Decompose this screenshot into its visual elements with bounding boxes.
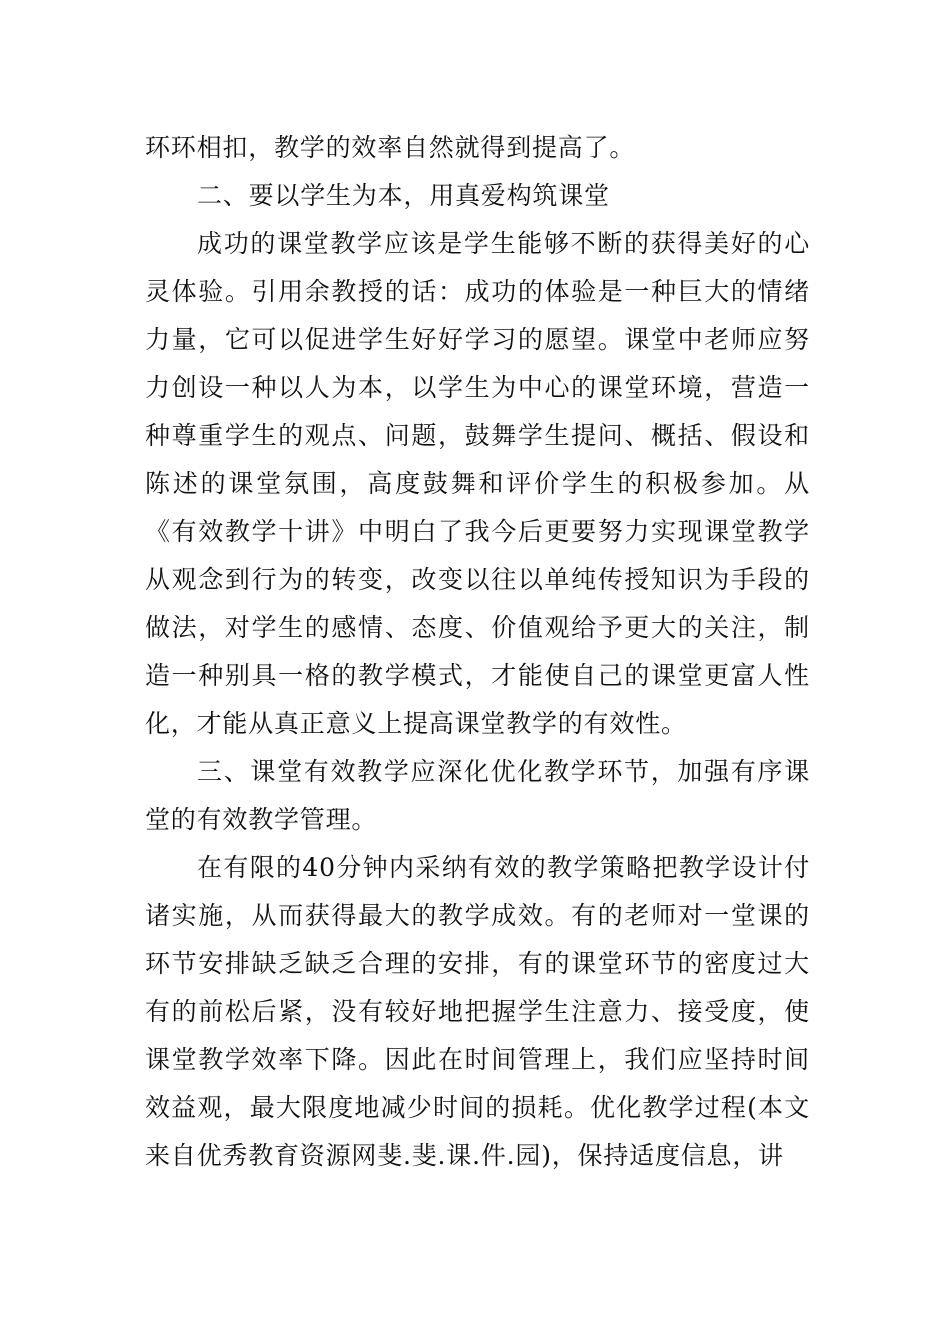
body-text xyxy=(145,124,810,1180)
section-heading-2: 二、要以学生为本，用真爱构筑课堂 xyxy=(197,181,610,210)
paragraph-time-management: 在有限的40分钟内采纳有效的教学策略把教学设计付诸实施，从而获得最大的教学成效。有的老师对一堂课的环节安排缺乏缺乏合理的安排，有的课堂环节的密度过大有的前松后紧，没有较好地把握学生注意力、接受度，使课堂教学效率下降。因此在时间管理上，我们应坚持时间效益观，最大限度地减少时间的损耗。优化教学过程(本文来自优秀教育资源网斐.斐.课.件.园)，保持适度信息，讲 xyxy=(145,853,810,1170)
paragraph-success-experience: 成功的课堂教学应该是学生能够不断的获得美好的心灵体验。引用余教授的话：成功的体验是一种巨大的情绪力量，它可以促进学生好好学习的愿望。课堂中老师应努力创设一种以人为本，以学生为中心的课堂环境，营造一种尊重学生的观点、问题，鼓舞学生提问、概括、假设和陈述的课堂氛围，高度鼓舞和评价学生的积极参加。从《有效教学十讲》中明白了我今后更要努力实现课堂教学从观念到行为的转变，改变以往以单纯传授知识为手段的做法，对学生的感情、态度、价值观给予更大的关注，制造一种别具一格的教学模式，才能使自己的课堂更富人性化，才能从真正意义上提高课堂教学的有效性。 xyxy=(145,229,810,738)
paragraph-continuation: 环环相扣，教学的效率自然就得到提高了。 xyxy=(145,133,636,162)
section-heading-3: 三、课堂有效教学应深化优化教学环节，加强有序课堂的有效教学管理。 xyxy=(145,757,810,834)
